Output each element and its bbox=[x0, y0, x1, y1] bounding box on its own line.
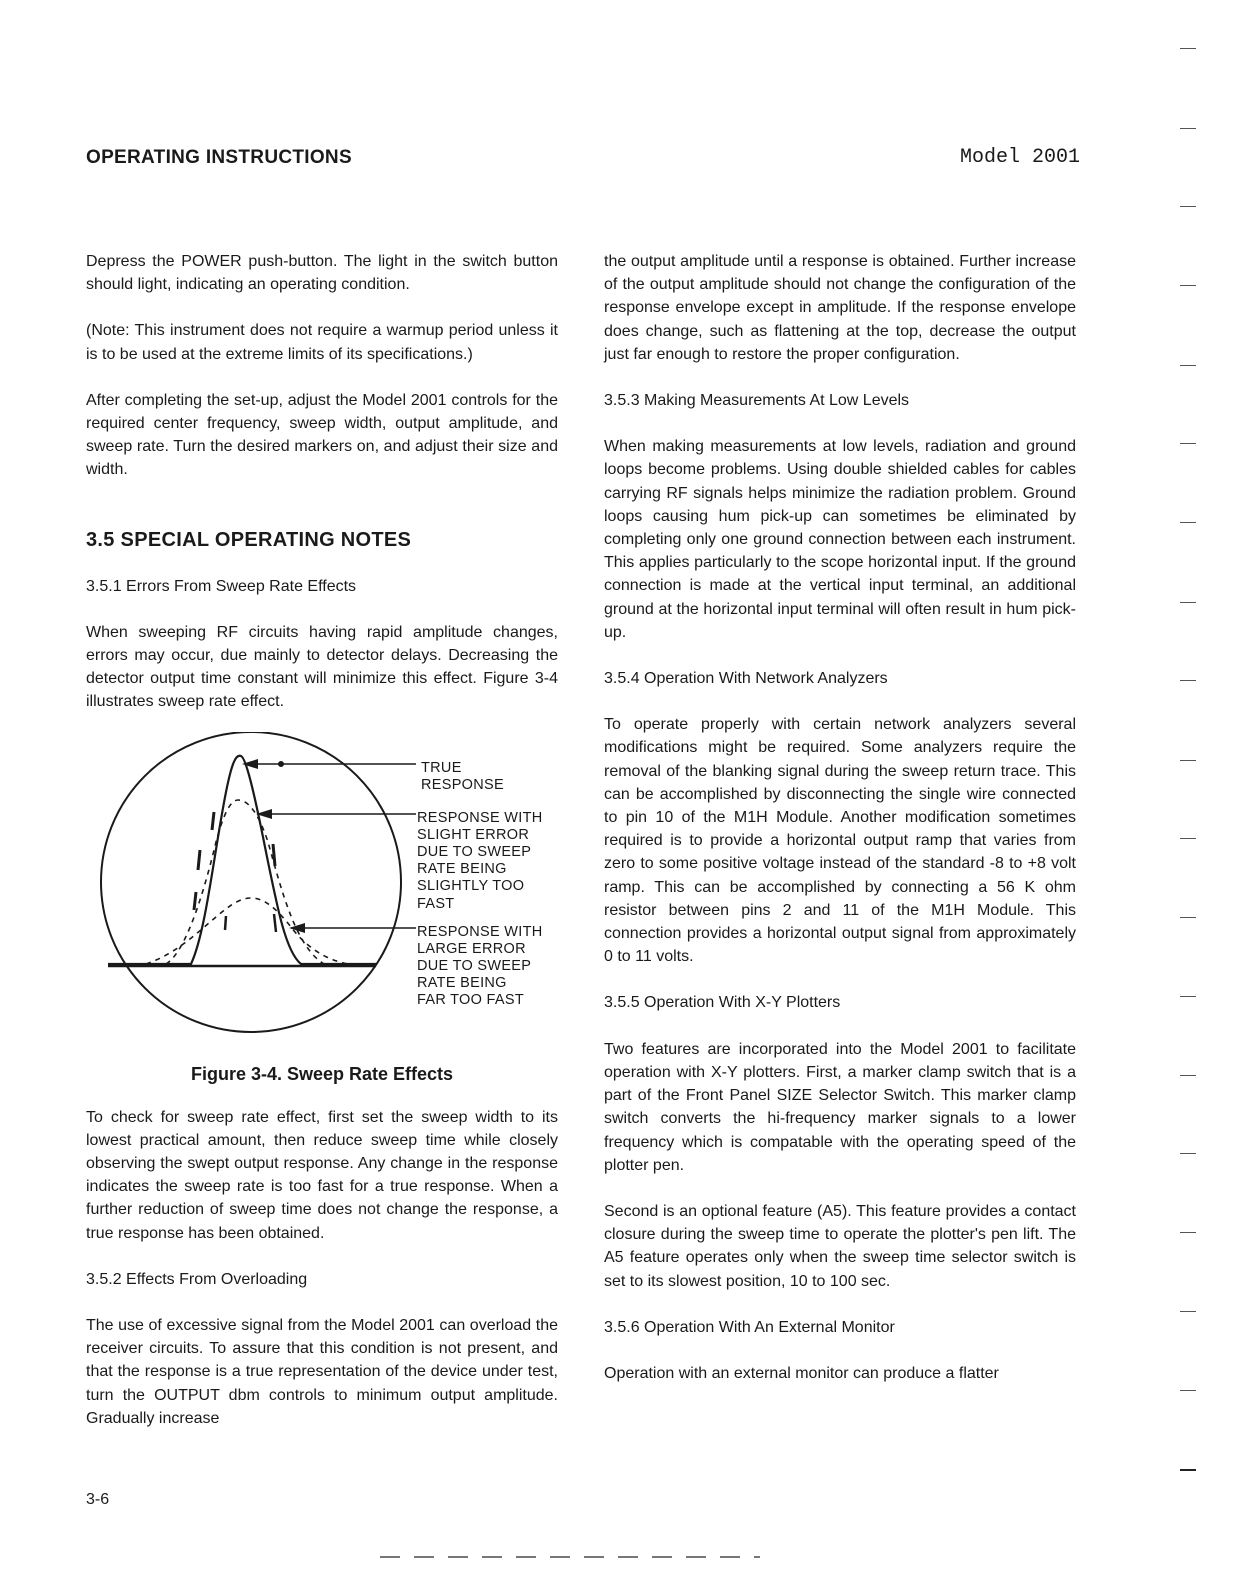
section-heading-3-5: 3.5 SPECIAL OPERATING NOTES bbox=[86, 528, 412, 551]
figure-sweep-rate-effects bbox=[86, 732, 558, 1062]
paragraph-xy-plotters: Two features are incorporated into the Model 2001 to facilitate operation with X-Y plotters. First, a marker clamp switch that is a part of the Front Panel SIZE Selector Switch. This marker clamp switch converts the hi-frequency marker signals to a lower frequency which is compatable with the operating speed of the plotter pen. bbox=[604, 1040, 1076, 1174]
paragraph-power: Depress the POWER push-button. The light in the switch button should light, indicating an operating condition. bbox=[86, 253, 558, 294]
left-column bbox=[86, 250, 558, 1430]
subheading-3-5-6: 3.5.6 Operation With An External Monitor bbox=[604, 1318, 895, 1336]
paragraph-sweep-errors: When sweeping RF circuits having rapid amplitude changes, errors may occur, due mainly to detector delays. Decreasing the detector output time constant will minimize this effect. Figure 3-4 illustrates sweep rate effect. bbox=[86, 623, 558, 711]
paragraph-low-levels: When making measurements at low levels, radiation and ground loops become problems. Using double shielded cables for cables carrying RF signals helps minimize the radiation problem. Ground loops causing hum pick-up can sometimes be eliminated by completing only one ground connection between each instrument. This applies particularly to the scope horizontal input. If the ground connection is made at the vertical input terminal, an additional ground at the horizontal input terminal will often result in hum pick-up. bbox=[604, 438, 1076, 641]
page-header-model: Model 2001 bbox=[959, 146, 1080, 169]
paragraph-setup: After completing the set-up, adjust the Model 2001 controls for the required center frequency, sweep width, output amplitude, and sweep rate. Turn the desired markers on, and adjust their size and width. bbox=[86, 391, 558, 479]
bottom-scan-dashes bbox=[380, 1556, 760, 1558]
subheading-3-5-3: 3.5.3 Making Measurements At Low Levels bbox=[604, 392, 910, 410]
subheading-3-5-2: 3.5.2 Effects From Overloading bbox=[86, 1270, 308, 1288]
paragraph-network-analyzers: To operate properly with certain network analyzers several modifications might be required. Some analyzers require the removal of the blanking signal during the sweep return trace. This can be accomplished by disconnecting the single wire connected to pin 10 of the M1H Module. Another modification sometimes required is to provide a horizontal output ramp that varies from zero to some positive voltage instead of the standard -8 to +8 volt ramp. This can be accomplished by connecting a 56 K ohm resistor between pins 2 and 11 of the M1H Module. This connection provides a horizontal output signal from approximately 0 to 11 volts. bbox=[604, 716, 1076, 966]
paragraph-note: (Note: This instrument does not require a warmup period unless it is to be used at the extreme limits of its specifications.) bbox=[86, 322, 558, 363]
label-slight-error: RESPONSE WITH SLIGHT ERROR DUE TO SWEEP RATE BEING SLIGHTLY TOO FAST bbox=[417, 809, 543, 912]
subheading-3-5-1: 3.5.1 Errors From Sweep Rate Effects bbox=[86, 577, 357, 595]
right-column bbox=[604, 250, 1076, 1385]
paragraph-overloading: The use of excessive signal from the Model 2001 can overload the receiver circuits. To assure that this condition is not present, and that the response is a true representation of the device under test, turn the OUTPUT dbm controls to minimum output amplitude. Gradually increase bbox=[86, 1317, 558, 1427]
figure-caption: Figure 3-4. Sweep Rate Effects bbox=[190, 1063, 454, 1084]
page-header-title: OPERATING INSTRUCTIONS bbox=[86, 147, 352, 168]
page-number: 3-6 bbox=[86, 1491, 110, 1508]
paragraph-external-monitor: Operation with an external monitor can produce a flatter bbox=[604, 1364, 999, 1382]
subheading-3-5-5: 3.5.5 Operation With X-Y Plotters bbox=[604, 994, 841, 1012]
label-true-response: TRUE RESPONSE bbox=[421, 759, 504, 793]
paragraph-output-amplitude: the output amplitude until a response is obtained. Further increase of the output amplitude should not change the configuration of the response envelope except in amplitude. If the response envelope does change, such as flattening at the top, decrease the output just far enough to restore the proper configuration. bbox=[604, 253, 1076, 363]
paragraph-check-sweep: To check for sweep rate effect, first set the sweep width to its lowest practical amount, then reduce sweep time while closely observing the swept output response. Any change in the response indicates the sweep rate is too fast for a true response. When a further reduction of sweep time does not change the response, a true response has been obtained. bbox=[86, 1108, 558, 1242]
paragraph-optional-a5: Second is an optional feature (A5). This feature provides a contact closure during the sweep time to operate the plotter's pen lift. The A5 feature operates only when the sweep time selector switch is set to its slowest position, 10 to 100 sec. bbox=[604, 1202, 1076, 1290]
subheading-3-5-4: 3.5.4 Operation With Network Analyzers bbox=[604, 670, 888, 688]
label-large-error: RESPONSE WITH LARGE ERROR DUE TO SWEEP RATE BEING FAR TOO FAST bbox=[417, 923, 543, 1009]
margin-scan-marks bbox=[1170, 0, 1240, 1595]
